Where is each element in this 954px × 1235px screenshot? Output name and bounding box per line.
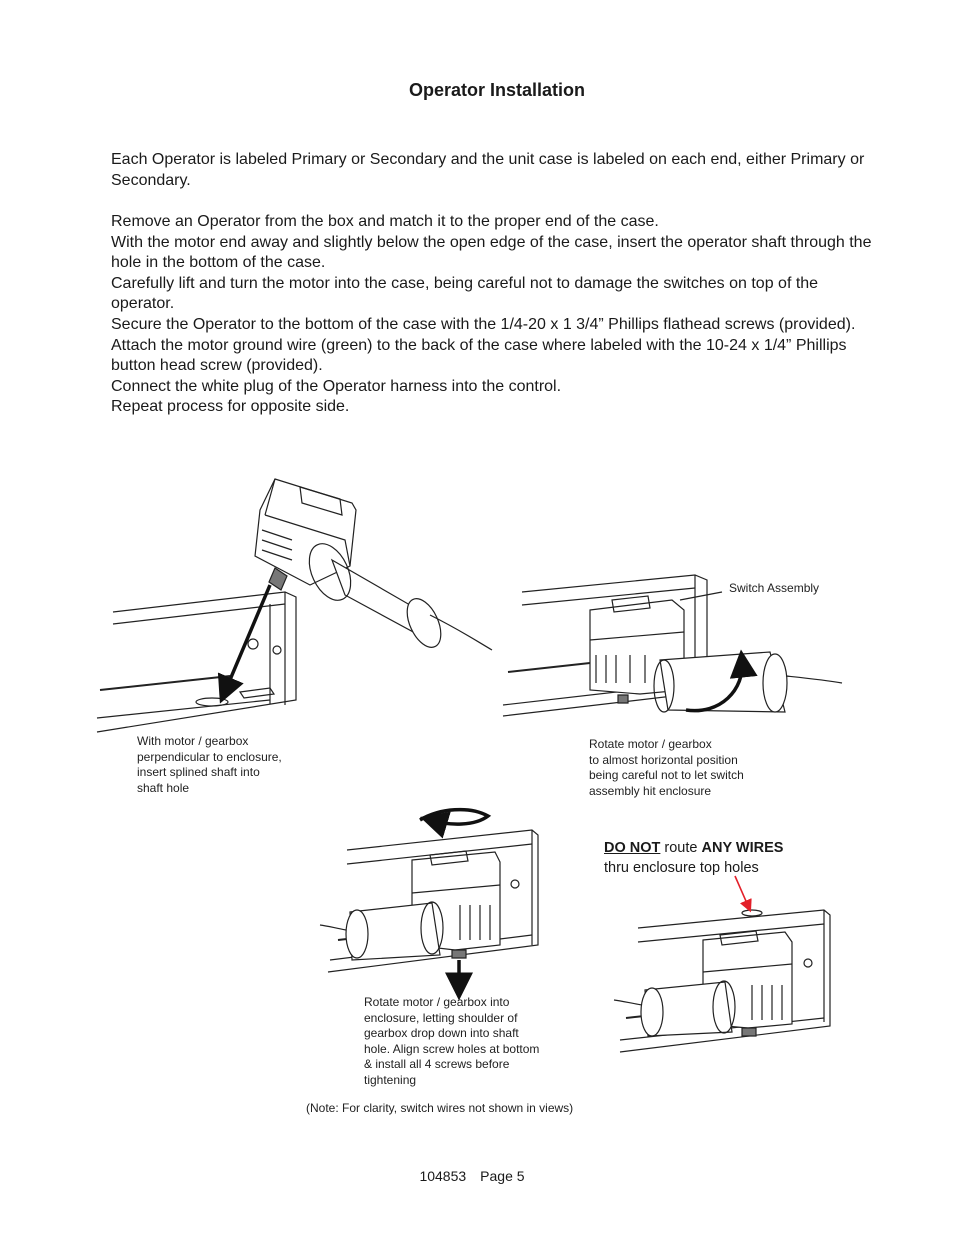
twist-arrow-icon <box>420 810 488 824</box>
step-2: With the motor end away and slightly below the open edge of the case, insert the operator shaft through the hole in the bottom of the case. <box>111 233 872 272</box>
step-6: Connect the white plug of the Operator harness into the control. <box>111 377 562 395</box>
caption-line: being careful not to let switch <box>589 768 744 782</box>
page-footer <box>0 1168 944 1184</box>
figure-4-installed <box>614 910 830 1052</box>
figure-1-insert-shaft <box>97 479 492 732</box>
warning-line-2: thru enclosure top holes <box>604 859 759 876</box>
insert-arrow-icon <box>224 585 270 694</box>
warning-do-not: DO NOT <box>604 840 661 856</box>
step-4: Secure the Operator to the bottom of the case with the 1/4-20 x 1 3/4” Phillips flathead screws (provided). <box>111 315 856 333</box>
caption-line: to almost horizontal position <box>589 752 738 767</box>
warning-any-wires: ANY WIRES <box>701 840 784 856</box>
warning-route: route <box>660 840 702 856</box>
caption-line: perpendicular to enclosure, <box>137 749 282 764</box>
step-1: Remove an Operator from the box and match it to the proper end of the case. <box>111 213 659 230</box>
step-3: Carefully lift and turn the motor into the case, being careful not to damage the switches on top of the operator. <box>111 274 819 313</box>
switch-assembly-label: Switch Assembly <box>729 581 820 595</box>
caption-figure-3 <box>364 995 539 1088</box>
caption-line: Rotate motor / gearbox <box>589 737 712 751</box>
caption-line: enclosure, letting shoulder of <box>364 1010 518 1025</box>
figure-2-rotate-horizontal <box>503 575 842 716</box>
caption-line: With motor / gearbox <box>137 734 249 748</box>
intro-text: Each Operator is labeled Primary or Secondary and the unit case is labeled on each end, either Primary or Secondary. <box>111 151 865 189</box>
caption-figure-2 <box>589 737 744 799</box>
caption-figure-1 <box>137 734 282 796</box>
caption-line: insert splined shaft into <box>137 765 260 779</box>
page-number: Page 5 <box>480 1168 525 1184</box>
step-5: Attach the motor ground wire (green) to the back of the case where labeled with the 10-24 x 1/4” Phillips button head screw (provided). <box>111 336 847 375</box>
caption-line: & install all 4 screws before <box>364 1057 510 1071</box>
figures-note: (Note: For clarity, switch wires not shown in views) <box>306 1101 574 1115</box>
caption-line: gearbox drop down into shaft <box>364 1026 519 1040</box>
caption-line: hole. Align screw holes at bottom <box>364 1041 540 1056</box>
caption-line: assembly hit enclosure <box>589 783 712 798</box>
page-title: Operator Installation <box>408 80 586 100</box>
step-7: Repeat process for opposite side. <box>111 398 350 416</box>
wiring-warning <box>604 839 783 878</box>
doc-number: 104853 <box>419 1168 467 1184</box>
figure-3-drop-into-hole <box>320 830 538 972</box>
warning-arrow-icon <box>735 876 749 908</box>
caption-line: tightening <box>364 1072 417 1087</box>
warning-line-1 <box>604 839 783 859</box>
caption-line: shaft hole <box>137 780 190 795</box>
caption-line: Rotate motor / gearbox into <box>364 995 510 1009</box>
